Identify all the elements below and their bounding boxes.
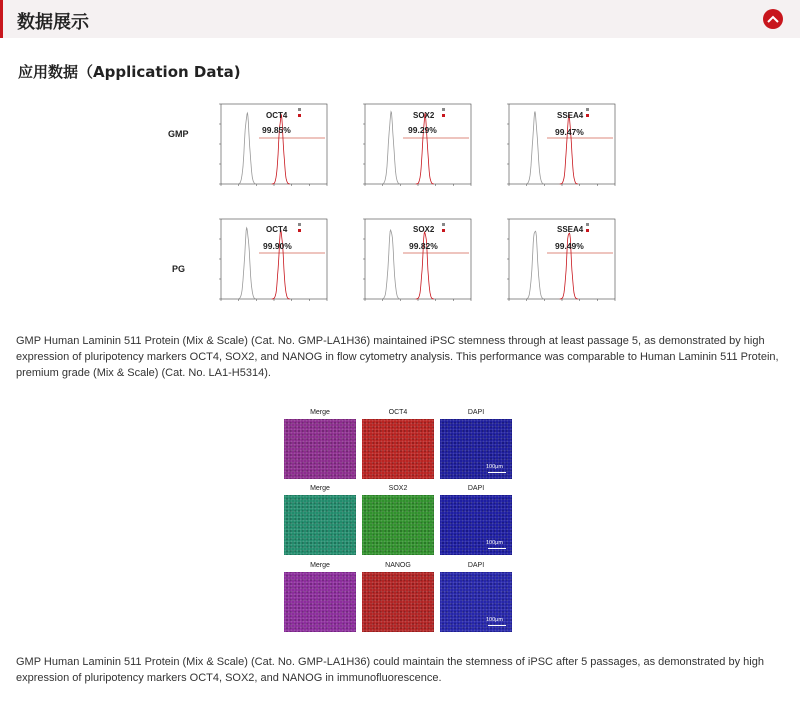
positive-percent: 99.47%: [555, 127, 584, 137]
histogram-curve: [560, 114, 578, 185]
section-header: [0, 0, 800, 38]
histogram-curve: [525, 231, 544, 299]
section-header-title: 数据展示: [17, 12, 89, 33]
legend-swatch: [586, 223, 589, 226]
flow-caption: GMP Human Laminin 511 Protein (Mix & Scale) (Cat. No. GMP-LA1H36) maintained iPSC stemness through at least passage 5, as demonstrated by high expression of pluripotency markers OCT4, SOX2, and NANOG in flow cytometry analysis. This performance was comparable to Human Laminin 511 Protein, premium grade (Mix & Scale) (Cat. No. LA1-H5314).: [16, 335, 779, 379]
histogram-panel: [491, 98, 623, 196]
legend-swatch: [442, 114, 445, 117]
if-label: DAPI: [467, 485, 485, 492]
if-image-merge: [284, 419, 356, 479]
marker-label: OCT4: [266, 225, 288, 234]
histogram-curve: [381, 230, 400, 299]
collapse-button[interactable]: [763, 9, 783, 29]
if-image-marker: [362, 495, 434, 555]
legend-swatch: [298, 229, 301, 232]
marker-label: SSEA4: [557, 111, 584, 120]
scale-label: 100μm: [486, 540, 503, 546]
if-label: Merge: [310, 409, 330, 416]
if-caption: GMP Human Laminin 511 Protein (Mix & Scale) (Cat. No. GMP-LA1H36) could maintain the stemness of iPSC after 5 passages, as demonstrated by high expression of pluripotency markers OCT4, SOX2, and NANOG in immunofluorescence.: [16, 656, 764, 684]
legend-swatch: [442, 229, 445, 232]
row-label-pg: PG: [172, 264, 186, 274]
histogram-curve: [237, 113, 256, 184]
histogram-panel: [203, 98, 335, 196]
histogram-curve: [237, 228, 256, 299]
legend-swatch: [298, 114, 301, 117]
legend-swatch: [586, 229, 589, 232]
legend-swatch: [442, 223, 445, 226]
histogram-curve: [525, 112, 544, 185]
marker-label: SOX2: [413, 111, 435, 120]
positive-percent: 99.90%: [263, 241, 292, 251]
if-image-dapi: [440, 419, 512, 479]
histogram-panel: [347, 98, 479, 196]
if-label: DAPI: [467, 562, 485, 569]
positive-percent: 99.49%: [555, 241, 584, 251]
chevron-up-icon: [767, 14, 779, 24]
if-label: NANOG: [385, 562, 411, 569]
marker-label: OCT4: [266, 111, 288, 120]
positive-percent: 99.29%: [408, 125, 437, 135]
legend-swatch: [586, 114, 589, 117]
legend-swatch: [442, 108, 445, 111]
scale-bar: [488, 625, 506, 626]
marker-label: SSEA4: [557, 225, 584, 234]
histogram-panel: [347, 213, 479, 311]
histogram-panel: [203, 213, 335, 311]
marker-label: SOX2: [413, 225, 435, 234]
if-image-marker: [362, 419, 434, 479]
if-image-merge: [284, 495, 356, 555]
histogram-curve: [381, 112, 400, 184]
if-label: Merge: [310, 562, 330, 569]
scale-bar: [488, 472, 506, 473]
histogram-panel: [491, 213, 623, 311]
legend-swatch: [298, 223, 301, 226]
if-label: Merge: [310, 485, 330, 492]
positive-percent: 99.82%: [409, 241, 438, 251]
application-data-title: 应用数据（Application Data): [18, 63, 241, 81]
if-label: DAPI: [467, 409, 485, 416]
if-label: OCT4: [388, 409, 408, 416]
if-label: SOX2: [388, 485, 408, 492]
if-image-marker: [362, 572, 434, 632]
legend-swatch: [586, 108, 589, 111]
legend-swatch: [298, 108, 301, 111]
positive-percent: 99.85%: [262, 125, 291, 135]
if-image-dapi: [440, 495, 512, 555]
scale-label: 100μm: [486, 617, 503, 623]
scale-label: 100μm: [486, 464, 503, 470]
scale-bar: [488, 548, 506, 549]
if-image-dapi: [440, 572, 512, 632]
row-label-gmp: GMP: [168, 129, 189, 139]
if-image-merge: [284, 572, 356, 632]
